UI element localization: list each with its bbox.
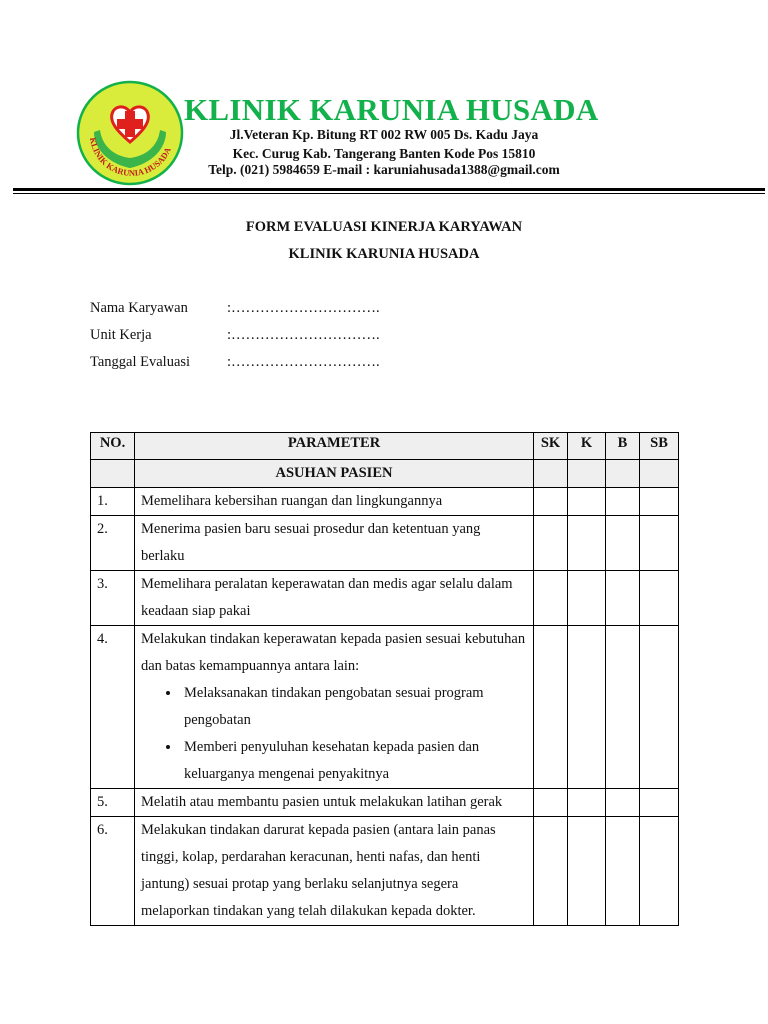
address-line-2: Kec. Curug Kab. Tangerang Banten Kode Pos 15810 bbox=[232, 146, 536, 161]
form-title: FORM EVALUASI KINERJA KARYAWAN bbox=[245, 219, 523, 235]
rating-k-cell[interactable] bbox=[568, 789, 606, 817]
rating-sb-cell[interactable] bbox=[640, 817, 679, 926]
rating-sk-cell[interactable] bbox=[534, 516, 568, 571]
rating-b-cell[interactable] bbox=[606, 571, 640, 626]
rating-b-cell[interactable] bbox=[606, 488, 640, 516]
field-label: Nama Karyawan bbox=[90, 300, 188, 316]
section-title: ASUHAN PASIEN bbox=[135, 460, 534, 488]
rating-k-cell[interactable] bbox=[568, 571, 606, 626]
rating-sb-cell[interactable] bbox=[640, 571, 679, 626]
row-parameter: Melakukan tindakan darurat kepada pasien (antara lain panas tinggi, kolap, perdarahan keracunan, henti nafas, dan henti jantung) sesuai protap yang berlaku selanjutnya segera melaporkan tindakan yang telah dilakukan kepada dokter. bbox=[135, 817, 534, 926]
bullet-item: • Memberi penyuluhan kesehatan kepada pasien dan keluarganya mengenai penyakitnya bbox=[181, 734, 527, 788]
section-b-cell bbox=[606, 460, 640, 488]
rating-sb-cell[interactable] bbox=[640, 488, 679, 516]
rating-b-cell[interactable] bbox=[606, 817, 640, 926]
row-no: 6. bbox=[91, 817, 135, 926]
header-divider-thick bbox=[13, 188, 765, 191]
row-parameter-group bbox=[135, 626, 534, 789]
header-divider-thin bbox=[13, 193, 765, 194]
bullet-item: • Melaksanakan tindakan pengobatan sesuai program pengobatan bbox=[181, 680, 527, 734]
bullet-list bbox=[141, 680, 527, 788]
row-parameter: Melakukan tindakan keperawatan kepada pasien sesuai kebutuhan dan batas kemampuannya antara lain: bbox=[141, 631, 526, 674]
rating-b-cell[interactable] bbox=[606, 516, 640, 571]
row-parameter: Menerima pasien baru sesuai prosedur dan ketentuan yang berlaku bbox=[135, 516, 534, 571]
clinic-name: KLINIK KARUNIA HUSADA bbox=[184, 92, 599, 127]
rating-b-cell[interactable] bbox=[606, 626, 640, 789]
field-value: :…………………………. bbox=[227, 327, 380, 343]
rating-sb-cell[interactable] bbox=[640, 626, 679, 789]
rating-b-cell[interactable] bbox=[606, 789, 640, 817]
field-value: :…………………………. bbox=[227, 300, 380, 316]
section-no-cell bbox=[91, 460, 135, 488]
header-sk: SK bbox=[534, 433, 568, 460]
row-no: 4. bbox=[91, 626, 135, 789]
rating-sk-cell[interactable] bbox=[534, 488, 568, 516]
table-row bbox=[91, 789, 679, 817]
rating-sk-cell[interactable] bbox=[534, 571, 568, 626]
section-k-cell bbox=[568, 460, 606, 488]
table-row bbox=[91, 817, 679, 926]
row-no: 1. bbox=[91, 488, 135, 516]
field-tanggal-evaluasi bbox=[90, 354, 380, 371]
rating-sk-cell[interactable] bbox=[534, 817, 568, 926]
table-row bbox=[91, 516, 679, 571]
section-row bbox=[91, 460, 679, 488]
rating-sb-cell[interactable] bbox=[640, 516, 679, 571]
section-sb-cell bbox=[640, 460, 679, 488]
row-no: 2. bbox=[91, 516, 135, 571]
header-parameter: PARAMETER bbox=[135, 433, 534, 460]
field-nama-karyawan bbox=[90, 300, 380, 317]
header-b: B bbox=[606, 433, 640, 460]
row-parameter: Melatih atau membantu pasien untuk melakukan latihan gerak bbox=[135, 789, 534, 817]
field-label: Unit Kerja bbox=[90, 327, 152, 343]
rating-k-cell[interactable] bbox=[568, 817, 606, 926]
rating-k-cell[interactable] bbox=[568, 516, 606, 571]
field-label: Tanggal Evaluasi bbox=[90, 354, 191, 370]
field-unit-kerja bbox=[90, 327, 380, 344]
rating-sb-cell[interactable] bbox=[640, 789, 679, 817]
section-sk-cell bbox=[534, 460, 568, 488]
row-parameter: Memelihara peralatan keperawatan dan medis agar selalu dalam keadaan siap pakai bbox=[135, 571, 534, 626]
field-value: :…………………………. bbox=[227, 354, 380, 370]
table-row bbox=[91, 488, 679, 516]
rating-sk-cell[interactable] bbox=[534, 626, 568, 789]
table-header-row bbox=[91, 433, 679, 460]
header-k: K bbox=[568, 433, 606, 460]
rating-k-cell[interactable] bbox=[568, 488, 606, 516]
clinic-logo bbox=[76, 80, 184, 186]
row-no: 3. bbox=[91, 571, 135, 626]
logo-arc-text: KLINIK KARUNIA HUSADA bbox=[87, 136, 173, 178]
row-parameter: Memelihara kebersihan ruangan dan lingkungannya bbox=[135, 488, 534, 516]
header-no: NO. bbox=[91, 433, 135, 460]
address-line-1: Jl.Veteran Kp. Bitung RT 002 RW 005 Ds. Kadu Jaya bbox=[229, 127, 539, 142]
form-subtitle: KLINIK KARUNIA HUSADA bbox=[288, 246, 480, 262]
table-row bbox=[91, 626, 679, 789]
rating-k-cell[interactable] bbox=[568, 626, 606, 789]
table-row bbox=[91, 571, 679, 626]
row-no: 5. bbox=[91, 789, 135, 817]
header-sb: SB bbox=[640, 433, 679, 460]
rating-sk-cell[interactable] bbox=[534, 789, 568, 817]
evaluation-table bbox=[90, 432, 679, 926]
contact-line: Telp. (021) 5984659 E-mail : karuniahusada1388@gmail.com bbox=[208, 162, 560, 177]
